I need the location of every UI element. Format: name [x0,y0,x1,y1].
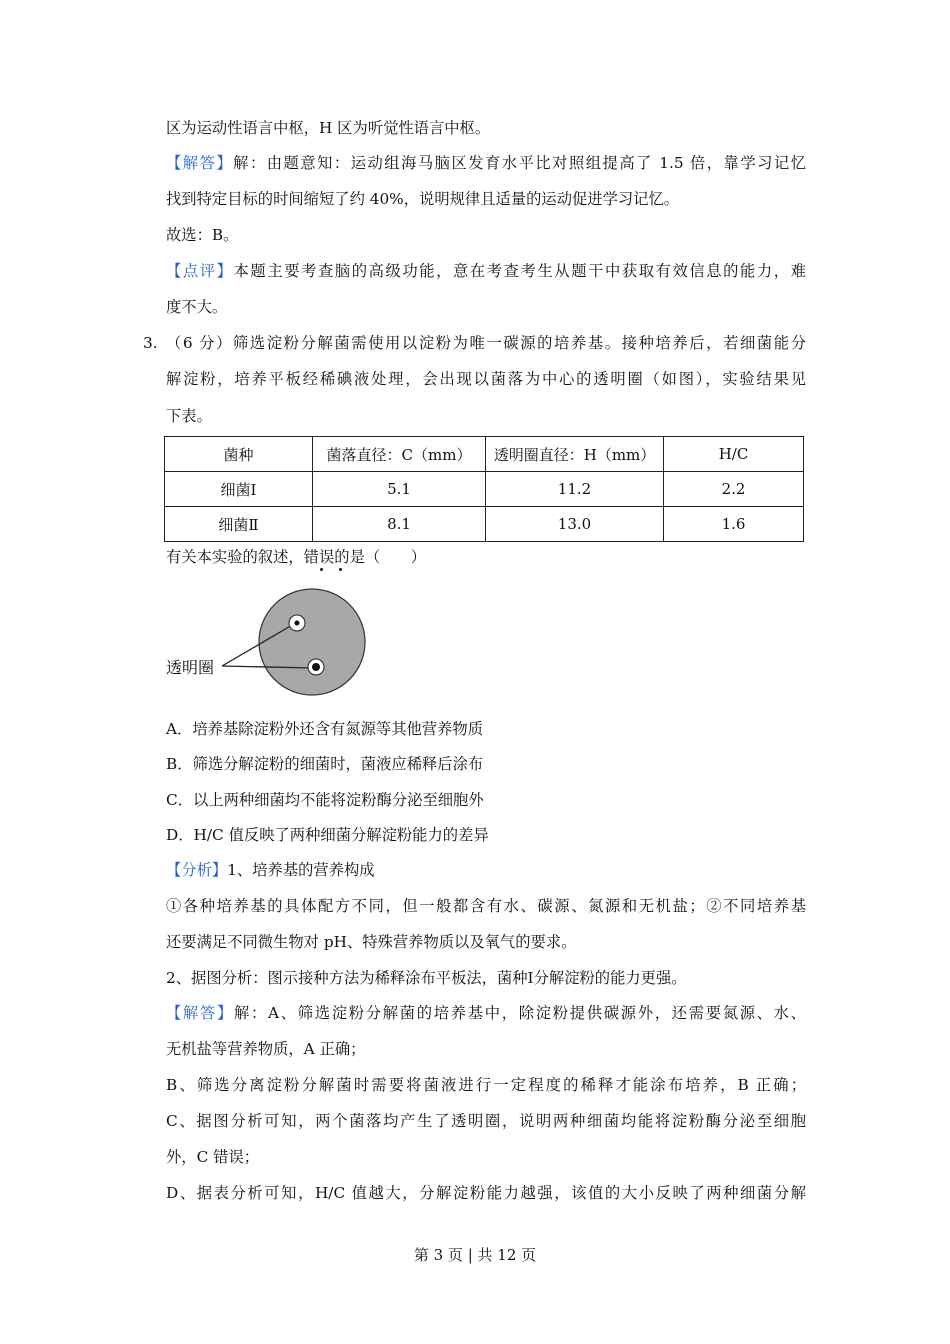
emphasis-dot [339,568,342,571]
option-b: B．筛选分解淀粉的细菌时，菌液应稀释后涂布 [166,755,484,773]
text: 解：由题意知：运动组海马脑区发育水平比对照组提高了 1.5 倍，靠学习记忆 [233,154,806,172]
cell: 细菌Ⅱ [165,507,313,542]
figure-label: 透明圈 [166,658,215,677]
page-footer: 第 3 页 | 共 12 页 [413,1246,537,1264]
header-cell: H/C [664,437,804,472]
petri-dish-figure [160,580,380,705]
answer-line [166,152,806,174]
cell: 5.1 [313,472,486,507]
question-number: 3. [143,334,158,352]
option-c: C．以上两种细菌均不能将淀粉酶分泌至细胞外 [166,791,484,809]
table-header-row [165,437,804,472]
option-a: A．培养基除淀粉外还含有氮源等其他营养物质 [166,720,483,738]
cell: 13.0 [486,507,664,542]
cell: 细菌Ⅰ [165,472,313,507]
text-line: 还要满足不同微生物对 pH、特殊营养物质以及氧气的要求。 [166,933,577,951]
answer-line [166,1002,806,1024]
text: 本题主要考查脑的高级功能，意在考查考生从题干中获取有效信息的能力，难 [233,262,806,280]
text-line: 找到特定目标的时间缩短了约 40%，说明规律且适量的运动促进学习记忆。 [166,190,680,208]
question-stem: 有关本实验的叙述，错误的是（ ） [166,548,427,566]
cell: 2.2 [664,472,804,507]
text-line: 下表。 [166,407,212,425]
text-line: B、筛选分离淀粉分解菌时需要将菌液进行一定程度的稀释才能涂布培养，B 正确； [166,1076,806,1094]
text-line: C、据图分析可知，两个菌落均产生了透明圈，说明两种细菌均能将淀粉酶分泌至细胞 [166,1112,806,1130]
review-line [166,260,806,282]
cell: 1.6 [664,507,804,542]
text-line: D、据表分析可知，H/C 值越大，分解淀粉能力越强，该值的大小反映了两种细菌分解 [166,1184,806,1202]
header-cell: 透明圈直径：H（mm） [486,437,664,472]
text-line: 解淀粉，培养平板经稀碘液处理，会出现以菌落为中心的透明圈（如图），实验结果见 [166,370,806,388]
text-line: 无机盐等营养物质，A 正确； [166,1040,366,1058]
text-line: 度不大。 [166,298,228,316]
review-tag: 【点评】 [166,262,234,280]
answer-tag: 【解答】 [166,154,234,172]
text-line: 故选：B。 [166,226,239,244]
text-line: 区为运动性语言中枢，H 区为听觉性语言中枢。 [166,119,491,137]
text: 解：A、筛选淀粉分解菌的培养基中，除淀粉提供碳源外，还需要氮源、水、 [234,1004,806,1022]
cell: 11.2 [486,472,664,507]
table-row [165,472,804,507]
cell: 8.1 [313,507,486,542]
text-line: ①各种培养基的具体配方不同，但一般都含有水、碳源、氮源和无机盐；②不同培养基 [166,897,806,915]
text: 1、培养基的营养构成 [227,861,375,879]
text-line: 外，C 错误； [166,1148,260,1166]
text-line: （6 分）筛选淀粉分解菌需使用以淀粉为唯一碳源的培养基。接种培养后，若细菌能分 [166,334,806,352]
analysis-line [166,859,806,881]
answer-tag: 【解答】 [166,1004,234,1022]
results-table [164,436,804,542]
emphasis-dot [320,568,323,571]
table-row [165,507,804,542]
option-d: D．H/C 值反映了两种细菌分解淀粉能力的差异 [166,826,489,844]
text-line: 2、据图分析：图示接种方法为稀释涂布平板法，菌种Ⅰ分解淀粉的能力更强。 [166,969,687,987]
header-cell: 菌种 [165,437,313,472]
header-cell: 菌落直径：C（mm） [313,437,486,472]
analysis-tag: 【分析】 [166,861,228,879]
